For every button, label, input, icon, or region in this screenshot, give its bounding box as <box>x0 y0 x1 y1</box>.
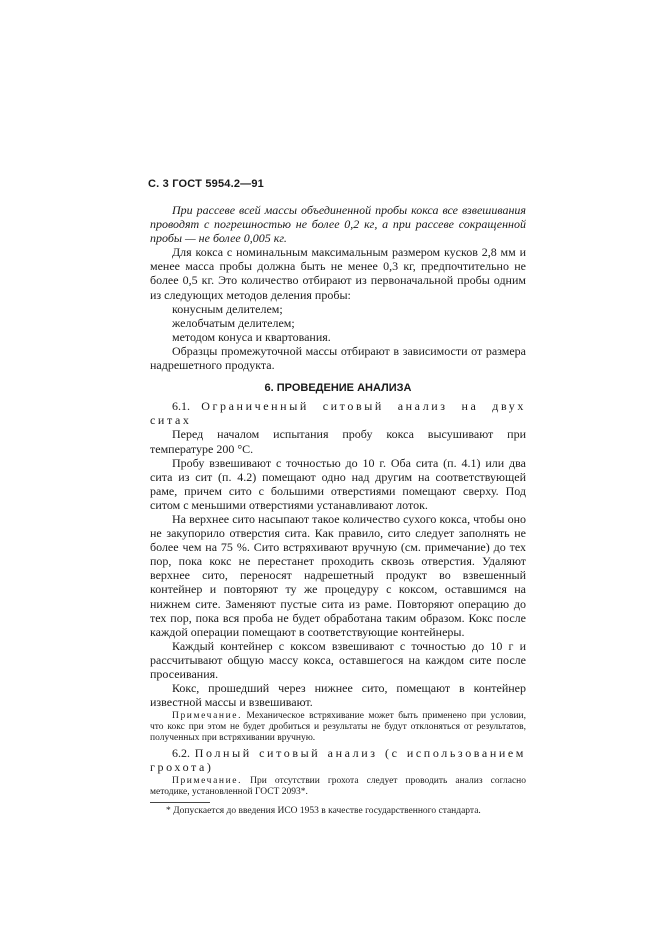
method-item: методом конуса и квартования. <box>172 329 331 344</box>
subsection-title: Ограниченный ситовый анализ на двух ситах <box>150 399 527 428</box>
note-text: Механическое встряхивание может быть применено при условии, что кокс при этом не будет дробиться и результаты не будут отклоняться от результатов, полученных при встряхивании вручную. <box>150 711 527 744</box>
footnote: * Допускается до введения ИСО 1953 в качестве государственного стандарта. <box>166 806 481 817</box>
subsection-6-2-heading <box>150 746 526 774</box>
each-container-paragraph: Каждый контейнер с коксом взвешивают с точностью до 10 г и рассчитывают общую массу кокса, оставшегося на каждом сите после просеивания. <box>150 638 526 681</box>
intermediate-paragraph: Образцы промежуточной массы отбирают в зависимости от размера надрешетного продукта. <box>150 343 526 373</box>
note-label: Примечание. <box>172 711 243 722</box>
top-sieve-paragraph: На верхнее сито насыпают такое количество сухого кокса, чтобы оно не закупорило отверстия сита. Как правило, сито следует заполнять не более чем на 75 %. Сито встряхивают вручную (см. примечание) до тех пор, пока кокс не перестанет проходить сквозь отверстия. Удаляют верхнее сито, переносят надрешетный продукт во взвешенный контейнер и повторяют ту же процедуру с коксом, оставшимся на нижнем сите. Заменяют пустые сита из раме. Повторяют операцию до тех пор, пока вся проба не будет обработана таким образом. Кокс после каждой операции помещают в соответствующие контейнеры. <box>150 511 526 639</box>
footnote-rule <box>150 802 210 803</box>
subsection-title: Полный ситовый анализ (с использованием грохота) <box>150 746 526 775</box>
dry-paragraph: Перед началом испытания пробу кокса высушивают при температуре 200 °С. <box>150 427 526 456</box>
note-label: Примечание. <box>172 776 243 787</box>
passed-coke-paragraph: Кокс, прошедший через нижнее сито, помещают в контейнер известной массы и взвешивают. <box>150 681 526 710</box>
subsection-6-1-heading <box>150 399 526 427</box>
method-item: желобчатым делителем; <box>172 315 295 330</box>
note-1 <box>150 711 526 744</box>
note-text: При отсутствии грохота следует проводить анализ согласно методике, установленной ГОСТ 2093*. <box>150 776 527 798</box>
subsection-number: 6.1. <box>172 399 190 414</box>
method-item: конусным делителем; <box>172 301 283 316</box>
subsection-number: 6.2. <box>172 746 190 761</box>
intro-paragraph: При рассеве всей массы объединенной пробы кокса все взвешивания проводят с погрешностью не более 0,2 кг, а при рассеве сокращенной пробы — не более 0,005 кг. <box>150 203 526 246</box>
page-header: С. 3 ГОСТ 5954.2—91 <box>148 178 265 190</box>
weigh-paragraph: Пробу взвешивают с точностью до 10 г. Оба сита (п. 4.1) или два сита из сит (п. 4.2) помещают одно над другим на соответствующей раме, причем сито с большими отверстиями помещают сверху. Под ситом с меньшими отверстиями устанавливают лоток. <box>150 455 526 512</box>
page-body <box>150 203 526 817</box>
section-heading: 6. ПРОВЕДЕНИЕ АНАЛИЗА <box>264 382 412 395</box>
note-2 <box>150 776 526 798</box>
coke-size-paragraph: Для кокса с номинальным максимальным размером кусков 2,8 мм и менее масса пробы должна быть не менее 0,3 кг, предпочтительно не более 0,5 кг. Это количество отбирают из первоначальной пробы одним из следующих методов деления пробы: <box>150 245 526 302</box>
